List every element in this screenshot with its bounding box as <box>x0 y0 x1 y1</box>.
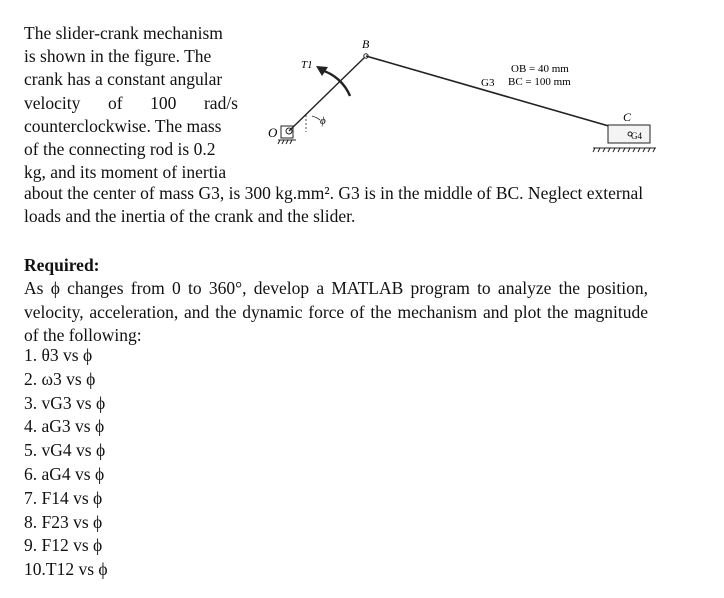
label-O: O <box>268 125 278 140</box>
list-item: 5. vG4 vs ϕ <box>24 440 106 461</box>
list-item: 2. ω3 vs ϕ <box>24 368 96 389</box>
intro-line: crank has a constant angular <box>24 69 223 90</box>
phi-arrow <box>312 116 320 120</box>
required-list <box>24 344 108 582</box>
label-B: B <box>362 37 370 51</box>
list-item: 4. aG3 vs ϕ <box>24 416 105 437</box>
intro-line: kg, and its moment of inertia <box>24 162 227 183</box>
intro-line: counterclockwise. The mass <box>24 115 222 136</box>
mechanism-diagram <box>268 30 668 170</box>
ground-pivot-O <box>278 126 296 144</box>
list-item: 7. F14 vs ϕ <box>24 487 103 508</box>
intro-line: velocity of 100 rad/s <box>24 92 238 113</box>
problem-intro <box>24 22 238 184</box>
required-heading: Required: <box>24 255 100 275</box>
intro-line: is shown in the figure. The <box>24 46 212 67</box>
required-body: As ϕ changes from 0 to 360°, develop a MATLAB program to analyze the position, velocity, acceleration, and the dynamic force of the mechanism and plot the magnitude of the following: <box>24 278 648 346</box>
list-item: 1. θ3 vs ϕ <box>24 345 93 365</box>
list-item: 9. F12 vs ϕ <box>24 535 103 556</box>
label-C: C <box>623 110 632 124</box>
intro-line: The slider-crank mechanism <box>24 23 223 43</box>
intro-continuation: about the center of mass G3, is 300 kg.mm². G3 is in the middle of BC. Neglect external loads and the inertia of the crank and the slider. <box>24 183 644 227</box>
label-phi: ϕ <box>320 115 326 127</box>
mechanism-figure <box>268 30 668 175</box>
dim-OB: OB = 40 mm <box>511 63 569 75</box>
intro-line: of the connecting rod is 0.2 <box>24 139 216 160</box>
label-G3: G3 <box>481 77 495 89</box>
label-T1: T1 <box>301 59 313 71</box>
connecting-rod-BC <box>366 56 633 133</box>
list-item: 8. F23 vs ϕ <box>24 511 103 532</box>
slider-ground <box>593 148 656 152</box>
list-item: 10.T12 vs ϕ <box>24 559 108 580</box>
slider-block <box>608 125 650 143</box>
list-item: 6. aG4 vs ϕ <box>24 463 105 484</box>
torque-arrow-T1 <box>321 70 350 96</box>
list-item: 3. vG3 vs ϕ <box>24 392 106 413</box>
label-G4: G4 <box>631 131 642 141</box>
dim-BC: BC = 100 mm <box>508 76 571 88</box>
